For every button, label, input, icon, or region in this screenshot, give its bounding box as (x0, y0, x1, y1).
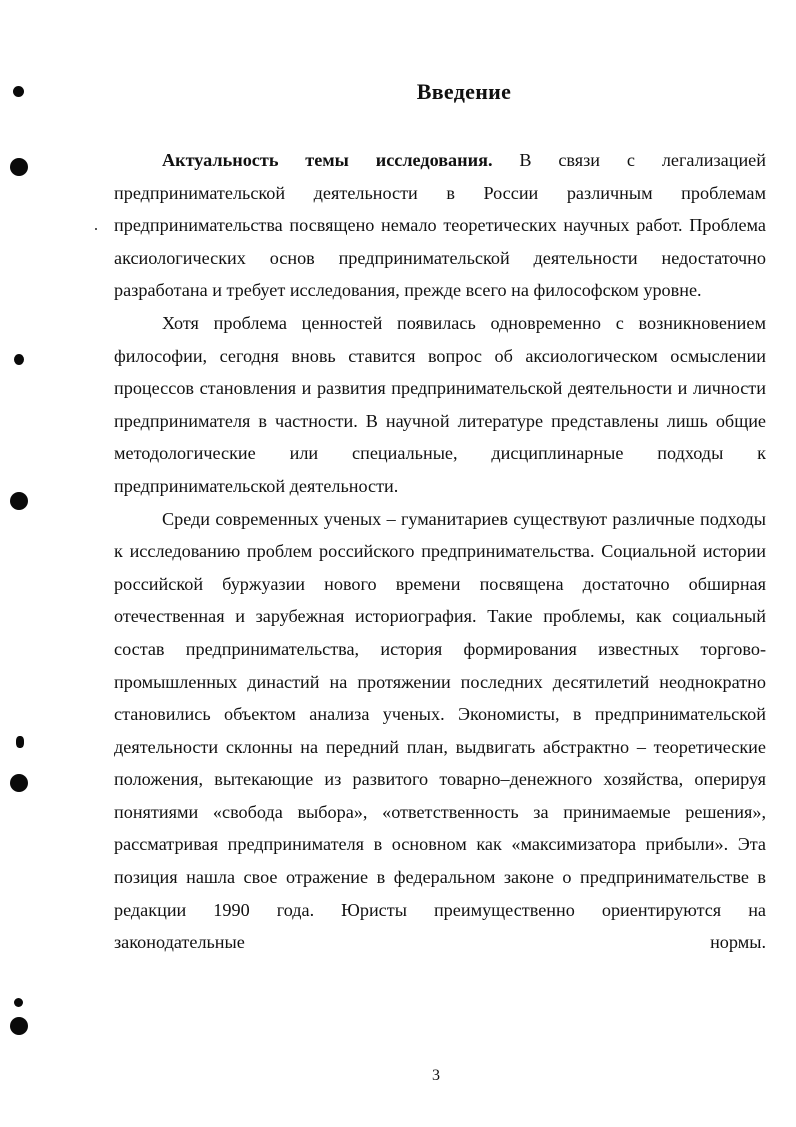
relevance-heading: Актуальность темы исследования. (162, 150, 493, 170)
binder-hole-mark (10, 1017, 28, 1035)
binder-hole-mark (10, 158, 28, 176)
binder-hole-mark (10, 492, 28, 510)
binder-hole-mark (14, 998, 23, 1007)
page-title: Введение (416, 79, 512, 104)
paragraph-relevance (114, 144, 766, 307)
binder-hole-mark (10, 774, 28, 792)
page-number: 3 (432, 1067, 440, 1084)
paragraph-text: В связи с легализацией предпринимательской деятельности в России различным проблемам предпринимательства посвящено немало теоретических научных работ. Проблема аксиологических основ предпринимательской деятельности недостаточно разработана и требует исследования, прежде всего на философском уровне. (114, 150, 766, 301)
scan-speck (95, 228, 97, 230)
paragraph-values (114, 307, 766, 503)
paragraph-text: Хотя проблема ценностей появилась одновременно с возникновением философии, сегодня вновь ставится вопрос об аксиологическом осмыслении процессов становления и развития предпринимательской деятельности и личности предпринимателя в частности. В научной литературе представлены лишь общие методологические или специальные, дисциплинарные подходы к предпринимательской деятельности. (114, 312, 766, 496)
binder-hole-mark (14, 354, 24, 365)
paragraph-text: Среди современных ученых – гуманитариев существуют различные подходы к исследованию проблем российского предпринимательства. Социальной истории российской буржуазии нового времени посвящена достаточно обширная отечественная и зарубежная историография. Такие проблемы, как социальный состав предпринимательства, история формирования известных торгово-промышленных династий на протяжении последних десятилетий неоднократно становились объектом анализа ученых. Экономисты, в предпринимательской деятельности склонны на передний план, выдвигать абстрактно – теоретические положения, вытекающие из развитого товарно–денежного хозяйства, оперируя понятиями «свобода выбора», «ответственность за принимаемые решения», рассматривая предпринимателя в основном как «максимизатора прибыли». Эта позиция нашла свое отражение в федеральном законе о предпринимательстве в редакции 1990 года. Юристы преимущественно ориентируются на законодательные нормы. (114, 508, 766, 953)
body-text (114, 144, 766, 959)
binder-hole-mark (16, 736, 24, 748)
paragraph-approaches (114, 503, 766, 959)
